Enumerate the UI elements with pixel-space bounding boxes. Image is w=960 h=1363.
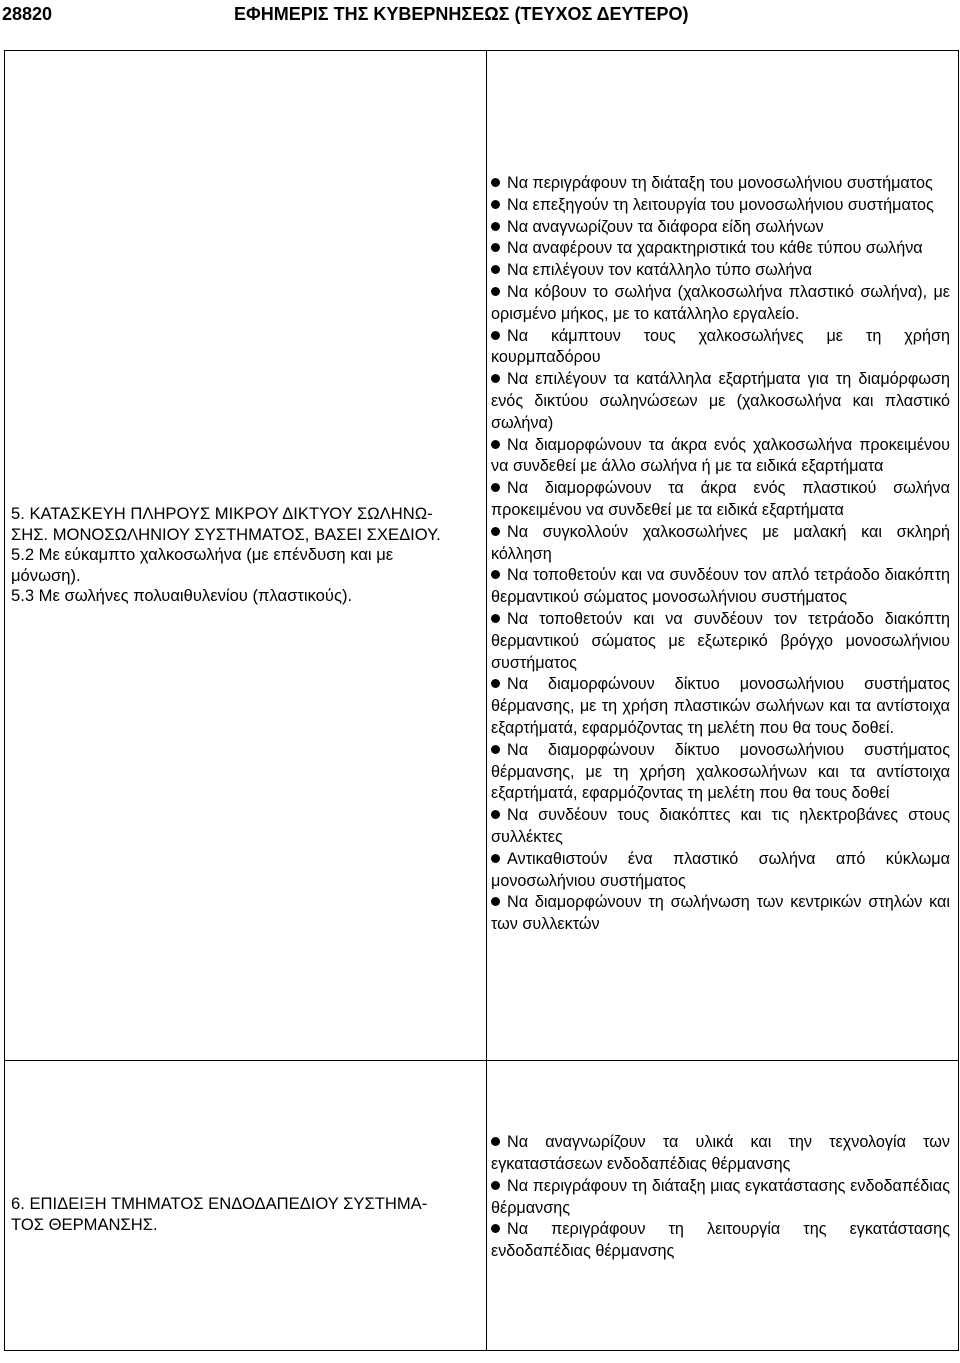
objective-text: Να περιγράφουν τη διάταξη του μονοσωλήνιου συστήματος — [507, 174, 933, 193]
unit-title-line: 5.3 Με σωλήνες πολυαιθυλενίου (πλαστικούς). — [11, 586, 353, 606]
objective-text: Να αναγνωρίζουν τα υλικά και την τεχνολογία των εγκαταστάσεων ενδοδαπέδιας θέρμανσης — [491, 1133, 950, 1173]
unit-title-line: 6. ΕΠΙΔΕΙΞΗ ΤΜΗΜΑΤΟΣ ΕΝΔΟΔΑΠΕΔΙΟΥ ΣΥΣΤΗΜΑ- — [11, 1194, 428, 1213]
bullet-icon — [491, 570, 500, 579]
bullet-icon — [491, 222, 500, 231]
list-item — [491, 238, 950, 260]
list-item — [491, 260, 950, 282]
objective-text: Να συγκολλούν χαλκοσωλήνες με μαλακή και σκληρή κόλληση — [491, 522, 950, 563]
page-number: 28820 — [2, 4, 53, 24]
objective-text: Να διαμορφώνουν δίκτυο μονοσωλήνιου συστήματος θέρμανσης, με τη χρήση χαλκοσωλήνων και τα αντίστοιχα εξαρτήματά, εφαρμόζοντας τη μελέτη που θα τους δοθεί — [491, 740, 950, 803]
objective-text: Να περιγράφουν τη λειτουργία της εγκατάστασης ενδοδαπέδιας θέρμανσης — [491, 1220, 950, 1261]
bullet-icon — [491, 1224, 500, 1233]
bullet-icon — [491, 483, 500, 492]
objective-text: Να επιλέγουν τα κατάλληλα εξαρτήματα για τη διαμόρφωση ενός δικτύου σωληνώσεων με (χαλκοσωλήνα και πλαστικό σωλήνα) — [491, 370, 950, 432]
curriculum-table — [4, 50, 959, 1351]
objective-text: Να περιγράφουν τη διάταξη μιας εγκατάστασης ενδοδαπέδιας θέρμανσης — [491, 1176, 950, 1217]
objective-text: Να διαμορφώνουν δίκτυο μονοσωλήνιου συστήματος θέρμανσης, με τη χρήση πλαστικών σωλήνων και τα αντίστοιχα εξαρτήματά, εφαρμόζοντας τη μελέτη που θα τους δοθεί. — [491, 675, 950, 737]
list-item — [491, 435, 950, 479]
bullet-icon — [491, 614, 500, 623]
list-item — [491, 478, 950, 522]
bullet-icon — [491, 440, 500, 449]
unit-cell — [5, 1061, 487, 1351]
objective-text: Να επιλέγουν τον κατάλληλο τύπο σωλήνα — [507, 261, 813, 280]
list-item — [491, 849, 950, 893]
bullet-icon — [491, 243, 500, 252]
unit-cell — [5, 51, 487, 1061]
objective-text: Να τοποθετούν και να συνδέουν τον απλό τετράοδο διακόπτη θερμαντικού σώματος μονοσωλήνιου συστήματος — [491, 566, 950, 607]
table-row — [5, 1061, 959, 1351]
objective-text: Να κόβουν το σωλήνα (χαλκοσωλήνα πλαστικό σωλήνα), με ορισμένο μήκος, με το κατάλληλο εργαλείο. — [491, 283, 950, 323]
unit-title-line: ΤΟΣ ΘΕΡΜΑΝΣΗΣ. — [11, 1214, 158, 1234]
bullet-icon — [491, 527, 500, 536]
table-row — [5, 51, 959, 1061]
bullet-icon — [491, 331, 500, 340]
objective-text: Αντικαθιστούν ένα πλαστικό σωλήνα από κύκλωμα μονοσωλήνιου συστήματος — [491, 849, 950, 890]
bullet-icon — [491, 745, 500, 754]
unit-title — [5, 504, 486, 607]
objective-text: Να επεξηγούν τη λειτουργία του μονοσωλήνιου συστήματος — [507, 195, 934, 214]
list-item — [491, 1219, 950, 1263]
objective-text: Να διαμορφώνουν τη σωλήνωση των κεντρικών στηλών και των συλλεκτών — [491, 893, 950, 934]
bullet-icon — [491, 854, 500, 863]
gazette-title: ΕΦΗΜΕΡΙΣ ΤΗΣ ΚΥΒΕΡΝΗΣΕΩΣ (ΤΕΥΧΟΣ ΔΕΥΤΕΡΟ) — [234, 4, 689, 24]
objective-text: Να συνδέουν τους διακόπτες και τις ηλεκτροβάνες στους συλλέκτες — [491, 806, 950, 846]
objective-text: Να αναγνωρίζουν τα διάφορα είδη σωλήνων — [507, 217, 824, 236]
objectives-cell — [487, 1061, 959, 1351]
objective-text: Να αναφέρουν τα χαρακτηριστικά του κάθε τύπου σωλήνα — [507, 239, 923, 258]
page-header — [0, 2, 960, 28]
objectives-list — [487, 1132, 958, 1263]
bullet-icon — [491, 374, 500, 383]
bullet-icon — [491, 679, 500, 688]
unit-title-line: μόνωση). — [11, 565, 81, 585]
list-item — [491, 1176, 950, 1220]
list-item — [491, 892, 950, 936]
list-item — [491, 195, 950, 217]
list-item — [491, 1132, 950, 1176]
bullet-icon — [491, 200, 500, 209]
objectives-cell — [487, 51, 959, 1061]
unit-title-line: 5.2 Με εύκαμπτο χαλκοσωλήνα (με επένδυση και με — [11, 545, 394, 565]
bullet-icon — [491, 810, 500, 819]
objective-text: Να διαμορφώνουν τα άκρα ενός χαλκοσωλήνα προκειμένου να συνδεθεί με άλλο σωλήνα ή με τα ειδικά εξαρτήματα — [491, 435, 950, 476]
list-item — [491, 609, 950, 674]
bullet-icon — [491, 287, 500, 296]
objective-text: Να διαμορφώνουν τα άκρα ενός πλαστικού σωλήνα προκειμένου να συνδεθεί με τα ειδικά εξαρτήματα — [491, 479, 950, 519]
list-item — [491, 674, 950, 739]
list-item — [491, 522, 950, 566]
objective-text: Να κάμπτουν τους χαλκοσωλήνες με τη χρήση κουρμπαδόρου — [491, 326, 950, 367]
objectives-list — [487, 173, 958, 936]
bullet-icon — [491, 1137, 500, 1146]
list-item — [491, 565, 950, 609]
list-item — [491, 805, 950, 849]
list-item — [491, 217, 950, 239]
bullet-icon — [491, 178, 500, 187]
list-item — [491, 173, 950, 195]
unit-title-line: ΣΗΣ. ΜΟΝΟΣΩΛΗΝΙΟΥ ΣΥΣΤΗΜΑΤΟΣ, ΒΑΣΕΙ ΣΧΕΔΙΟΥ. — [11, 524, 441, 544]
list-item — [491, 369, 950, 434]
bullet-icon — [491, 265, 500, 274]
list-item — [491, 282, 950, 326]
list-item — [491, 326, 950, 370]
unit-title-line: 5. ΚΑΤΑΣΚΕΥΗ ΠΛΗΡΟΥΣ ΜΙΚΡΟΥ ΔΙΚΤΥΟΥ ΣΩΛΗΝΩ- — [11, 504, 433, 524]
list-item — [491, 740, 950, 805]
bullet-icon — [491, 1181, 500, 1190]
unit-title — [5, 1176, 486, 1235]
bullet-icon — [491, 897, 500, 906]
objective-text: Να τοποθετούν και να συνδέουν τον τετράοδο διακόπτη θερμαντικού σώματος με εξωτερικό βρόγχο μονοσωλήνιου συστήματος — [491, 609, 950, 672]
